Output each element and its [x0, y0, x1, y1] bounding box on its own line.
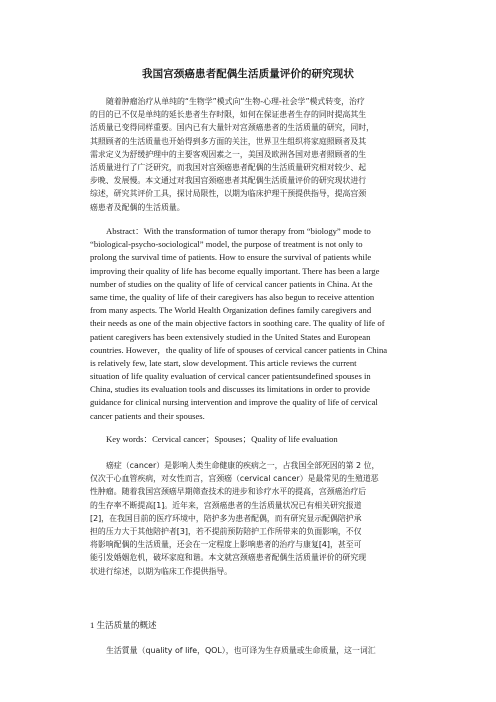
text-line: number of studies on the quality of life of cervical cancer patients in China. At the [90, 278, 373, 289]
text-line: their needs as one of the main objective factors in soothing care. The quality of life of [90, 318, 385, 329]
text-line: cancer patients and their spouses. [90, 410, 205, 421]
text-line: 需求定义为舒缓护理中的主要客观因素之一，美国及欧洲各国对患者照顾者的生 [90, 149, 367, 159]
text-line: 综述，研究其评价工具，探讨局限性，以期为临床护理干预提供指导，提高宫颈 [90, 189, 367, 199]
text-line: 仅次于心血管疾病，对女性而言，宫颈癌（cervical cancer）是最常见的生殖道恶 [90, 474, 379, 484]
abstract-chinese [90, 95, 406, 214]
text-line: 生活質量（quality of life，QOL），也可译为生存质量或生命质量，这一词汇 [106, 646, 376, 655]
text-line: 的目的已不仅是单纯的延长患者生存时限，如何在保证患者生存的同时提高其生 [90, 110, 367, 120]
text-line: 将影响配偶的生活质量，还会在一定程度上影响患者的治疗与康复[4]，甚至可 [90, 540, 362, 550]
text-line: 的生存率不断提高[1]。近年来，宫颈癌患者的生活质量状况已有相关研究报道 [90, 500, 362, 510]
text-line: is relatively few, late start, slow development. This article reviews the current [90, 357, 357, 368]
text-line: 其照顾者的生活质量也开始得到多方面的关注，世界卫生组织将家庭照顾者及其 [90, 136, 367, 146]
text-line: 癌患者及配偶的生活质量。 [90, 202, 185, 212]
text-line: 担的压力大于其他陪护者[3]，若不提前预防陪护工作所带来的负面影响，不仅 [90, 526, 362, 536]
text-line: 随着肿瘤治疗从单纯的“生物学”模式向“生物-心理-社会学”模式转变，治疗 [106, 97, 365, 106]
text-line: 能引发婚姻危机，破坏家庭和谐。本文就宫颈癌患者配偶生活质量评价的研究现 [90, 553, 367, 563]
text-line: China, studies its evaluation tools and discusses its limitations in order to provide [90, 384, 370, 395]
section-body [90, 644, 406, 657]
keywords: Key words：Cervical cancer；Spouses；Quality of life evaluation [106, 434, 338, 444]
text-line: “biological-psycho-sociological” model, the purpose of treatment is not only to [90, 239, 363, 250]
text-line: patient caregivers has been extensively studied in the United States and European [90, 331, 371, 342]
text-line: 状进行综述，以期为临床工作提供指导。 [90, 566, 233, 576]
text-line: countries. However，the quality of life of spouses of cervical cancer patients in China [90, 344, 388, 355]
body-intro [90, 459, 406, 578]
text-line: [2]，在我国目前的医疗环境中，陪护多为患者配偶，而有研究显示配偶陪护承 [90, 513, 362, 523]
abstract-english [90, 225, 406, 423]
text-line: prolong the survival time of patients. How to ensure the survival of patients while [90, 252, 372, 263]
text-line: 癌症（cancer）是影响人类生命健康的疾病之一，占我国全部死因的第 2 位， [106, 461, 380, 470]
text-line: guidance for clinical nursing intervention and improve the quality of life of cervical [90, 397, 378, 408]
text-line: same time, the quality of life of their caregivers has also begun to receive attention [90, 291, 375, 302]
text-line: improving their quality of life has become equally important. There has been a large [90, 265, 380, 276]
text-line: 活质量进行了广泛研究，而我国对宫颈癌患者配偶的生活质量研究相对较少、起 [90, 162, 367, 172]
section-heading: 1 生活质量的概述 [90, 620, 157, 630]
text-line: 步晚、发展慢。本文通过对我国宫颈癌患者其配偶生活质量评价的研究现状进行 [90, 176, 367, 186]
text-line: 性肿瘤。随着我国宫颈癌早期筛查技术的进步和诊疗水平的提高，宫颈癌治疗后 [90, 487, 367, 497]
text-line: Abstract：With the transformation of tumor therapy from “biology” mode to [106, 226, 371, 236]
text-line: situation of life quality evaluation of cervical cancer patientsundefined spouses in [90, 371, 371, 382]
paper-title: 我国宫颈癌患者配偶生活质量评价的研究现状 [142, 68, 354, 80]
text-line: from many aspects. The World Health Organization defines family caregivers and [90, 305, 372, 316]
text-line: 活质量已变得同样重要。国内已有大量针对宫颈癌患者的生活质量的研究，同时， [90, 123, 375, 133]
